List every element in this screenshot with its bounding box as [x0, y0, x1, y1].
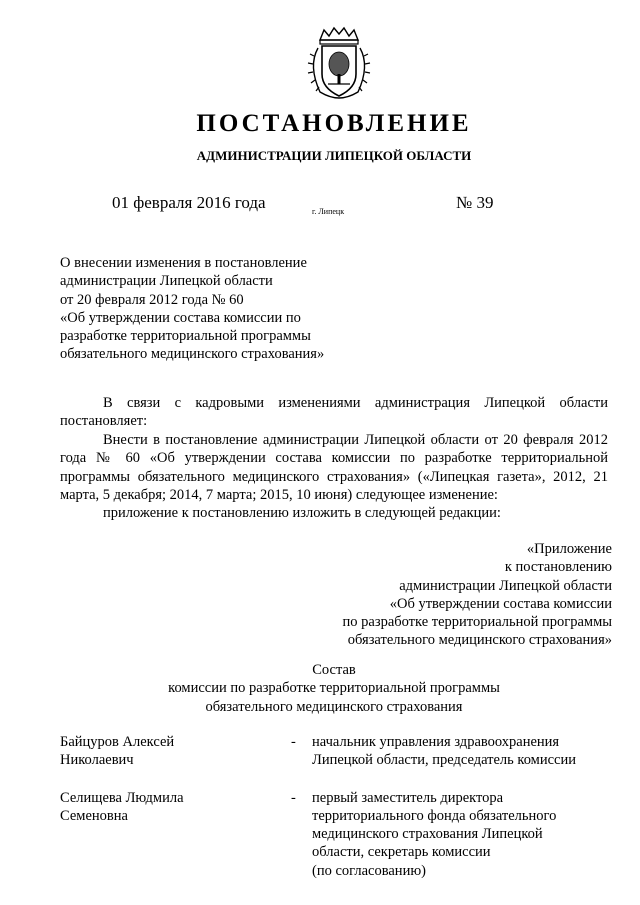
composition-line: комиссии по разработке территориальной программы: [168, 680, 500, 697]
member-role-line: Липецкой области, председатель комиссии: [312, 752, 576, 769]
member-role-line: медицинского страхования Липецкой: [312, 826, 543, 843]
member-role-line: территориального фонда обязательного: [312, 807, 557, 824]
composition-line: Состав: [312, 662, 356, 678]
member-entry: [60, 789, 620, 880]
subject-line: от 20 февраля 2012 года № 60: [60, 291, 244, 308]
body-paragraph-3: приложение к постановлению изложить в следующей редакции:: [103, 505, 501, 522]
subject-line: разработке территориальной программы: [60, 328, 311, 345]
subject-line: О внесении изменения в постановление: [60, 255, 307, 271]
subject-line: администрации Липецкой области: [60, 273, 273, 290]
member-name: [60, 789, 291, 880]
document-title: ПОСТАНОВЛЕНИЕ: [196, 110, 472, 137]
members-list: [60, 733, 620, 899]
member-name: [60, 733, 291, 770]
appendix-line: «Об утверждении состава комиссии: [389, 595, 612, 612]
member-name-line: Байцуров Алексей: [60, 734, 175, 750]
member-dash: -: [291, 789, 296, 806]
member-name-line: Николаевич: [60, 752, 134, 769]
appendix-line: к постановлению: [504, 559, 612, 576]
subject-line: обязательного медицинского страхования»: [60, 346, 325, 363]
body-paragraph-2: Внести в постановление администрации Липецкой области от 20 февраля 2012 года № 60 «Об утверждении состава комиссии по разработке территориальной программы обязательного медицинского страхования» («Липецкая газета», 2012, 21 марта, 5 декабря; 2014, 7 марта; 2015, 10 июня) следующее изменение:: [60, 431, 608, 504]
document-subtitle: АДМИНИСТРАЦИИ ЛИПЕЦКОЙ ОБЛАСТИ: [196, 148, 472, 163]
appendix-line: обязательного медицинского страхования»: [347, 632, 612, 649]
appendix-header: [343, 540, 612, 650]
document-subject: [60, 254, 324, 364]
subject-line: «Об утверждении состава комиссии по: [60, 309, 301, 326]
document-city: г. Липецк: [312, 207, 345, 216]
member-role-line: начальник управления здравоохранения: [312, 734, 560, 750]
member-role: [312, 733, 612, 770]
document-number: № 39: [456, 193, 494, 212]
member-name-line: Селищева Людмила: [60, 789, 184, 806]
member-name-line: Семеновна: [60, 807, 128, 824]
document-body: [60, 394, 608, 523]
member-role-line: первый заместитель директора: [312, 789, 504, 806]
body-paragraph-1: В связи с кадровыми изменениями администрация Липецкой области постановляет:: [60, 395, 608, 430]
member-dash: -: [291, 734, 296, 750]
coat-of-arms-emblem-icon: [298, 26, 380, 102]
appendix-line: «Приложение: [526, 541, 612, 557]
member-role: [312, 789, 612, 880]
member-entry: [60, 733, 620, 770]
document-date: 01 февраля 2016 года: [112, 193, 266, 212]
composition-line: обязательного медицинского страхования: [205, 698, 463, 715]
appendix-line: администрации Липецкой области: [399, 577, 612, 594]
appendix-line: по разработке территориальной программы: [342, 614, 612, 631]
composition-heading: [0, 661, 640, 716]
member-role-line: (по согласованию): [312, 862, 426, 879]
member-role-line: области, секретарь комиссии: [312, 844, 491, 861]
